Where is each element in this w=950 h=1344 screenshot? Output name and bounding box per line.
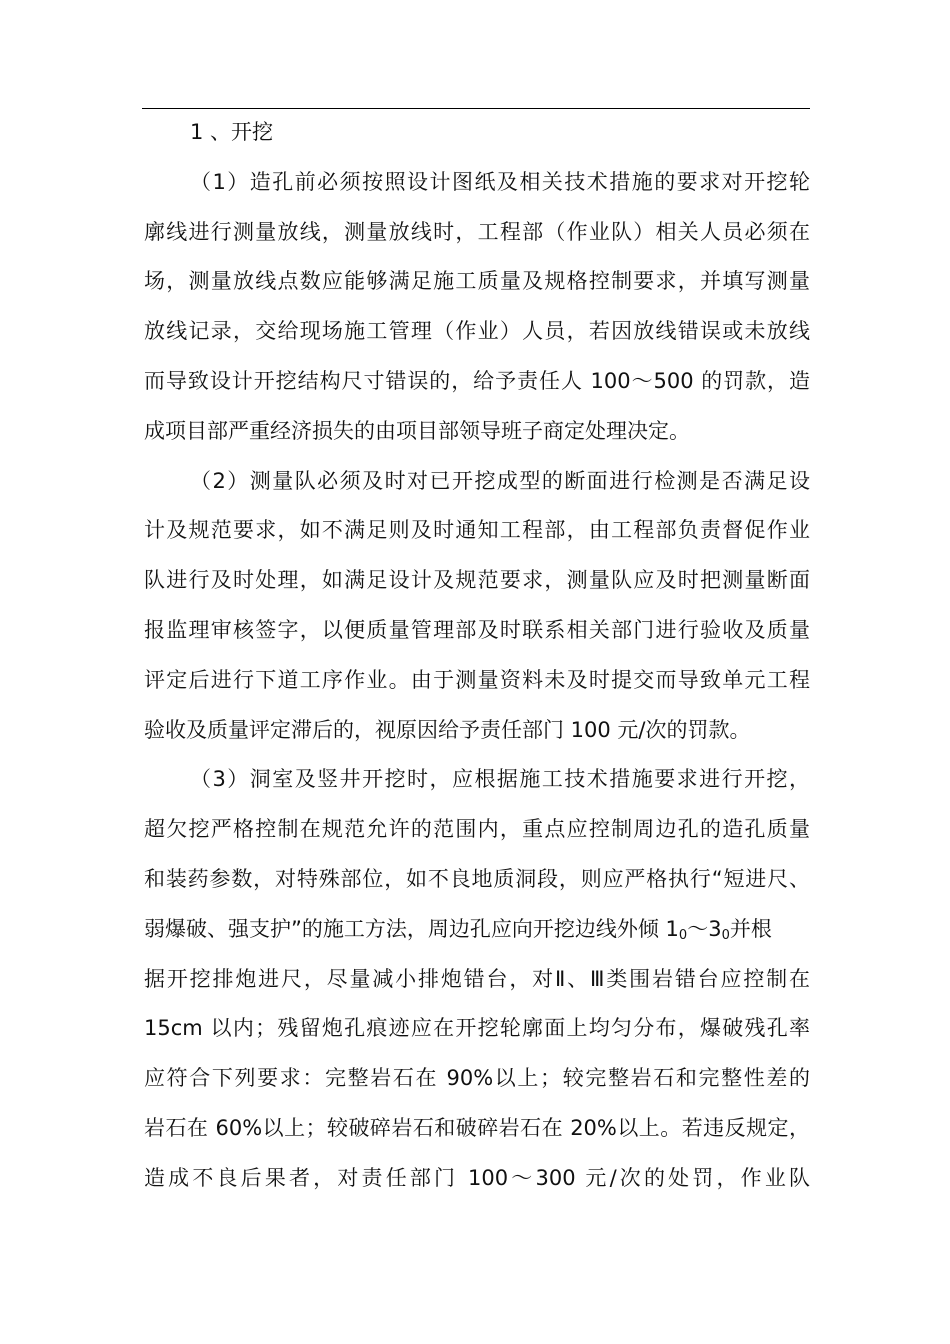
subscript: 0 xyxy=(678,927,688,943)
paragraph-3 xyxy=(144,755,810,1203)
paragraph-2 xyxy=(144,457,810,756)
paragraph-line: 报监理审核签字，以便质量管理部及时联系相关部门进行验收及质量 xyxy=(144,617,810,642)
paragraph-line-with-subscripts xyxy=(144,905,810,955)
document-body xyxy=(144,108,810,1204)
paragraph-line: 15cm 以内；残留炮孔痕迹应在开挖轮廓面上均匀分布，爆破残孔率 xyxy=(144,1016,810,1041)
paragraph-1 xyxy=(144,158,810,457)
paragraph-line: 超欠挖严格控制在规范允许的范围内，重点应控制周边孔的造孔质量 xyxy=(144,817,810,842)
line-text: 并根 xyxy=(729,916,772,941)
paragraph-line: 队进行及时处理，如满足设计及规范要求，测量队应及时把测量断面 xyxy=(144,568,810,593)
paragraph-line: 评定后进行下道工序作业。由于测量资料未及时提交而导致单元工程 xyxy=(144,667,810,692)
paragraph-line: 据开挖排炮进尺，尽量减小排炮错台，对Ⅱ、Ⅲ类围岩错台应控制在 xyxy=(144,966,810,991)
paragraph-line: 而导致设计开挖结构尺寸错误的，给予责任人 100～500 的罚款，造 xyxy=(144,368,810,393)
paragraph-line: 成项目部严重经济损失的由项目部领导班子商定处理决定。 xyxy=(144,418,690,443)
subscript: 0 xyxy=(721,927,730,943)
section-heading: 1 、开挖 xyxy=(190,120,274,144)
paragraph-line: 验收及质量评定滞后的，视原因给予责任部门 100 元/次的罚款。 xyxy=(144,717,751,742)
line-text: 弱爆破、强支护”的施工方法，周边孔应向开挖边线外倾 1 xyxy=(144,916,679,941)
paragraph-line: （1）造孔前必须按照设计图纸及相关技术措施的要求对开挖轮 xyxy=(190,169,810,194)
paragraph-line: 造成不良后果者，对责任部门 100～300 元/次的处罚，作业队 xyxy=(144,1165,810,1190)
paragraph-line: 计及规范要求，如不满足则及时通知工程部，由工程部负责督促作业 xyxy=(144,518,810,543)
paragraph-line: 应符合下列要求：完整岩石在 90%以上；较完整岩石和完整性差的 xyxy=(144,1066,810,1091)
paragraph-line: 廓线进行测量放线，测量放线时，工程部（作业队）相关人员必须在 xyxy=(144,219,810,244)
paragraph-line: 场，测量放线点数应能够满足施工质量及规格控制要求，并填写测量 xyxy=(144,269,810,294)
paragraph-line: 和装药参数，对特殊部位，如不良地质洞段，则应严格执行“短进尺、 xyxy=(144,866,810,891)
paragraph-line: （2）测量队必须及时对已开挖成型的断面进行检测是否满足设 xyxy=(190,468,810,493)
paragraph-line: （3）洞室及竖井开挖时，应根据施工技术措施要求进行开挖， xyxy=(190,767,810,792)
paragraph-line: 岩石在 60%以上；较破碎岩石和破碎岩石在 20%以上。若违反规定， xyxy=(144,1115,810,1140)
paragraph-line: 放线记录，交给现场施工管理（作业）人员，若因放线错误或未放线 xyxy=(144,319,810,344)
line-text: ～3 xyxy=(687,916,722,941)
